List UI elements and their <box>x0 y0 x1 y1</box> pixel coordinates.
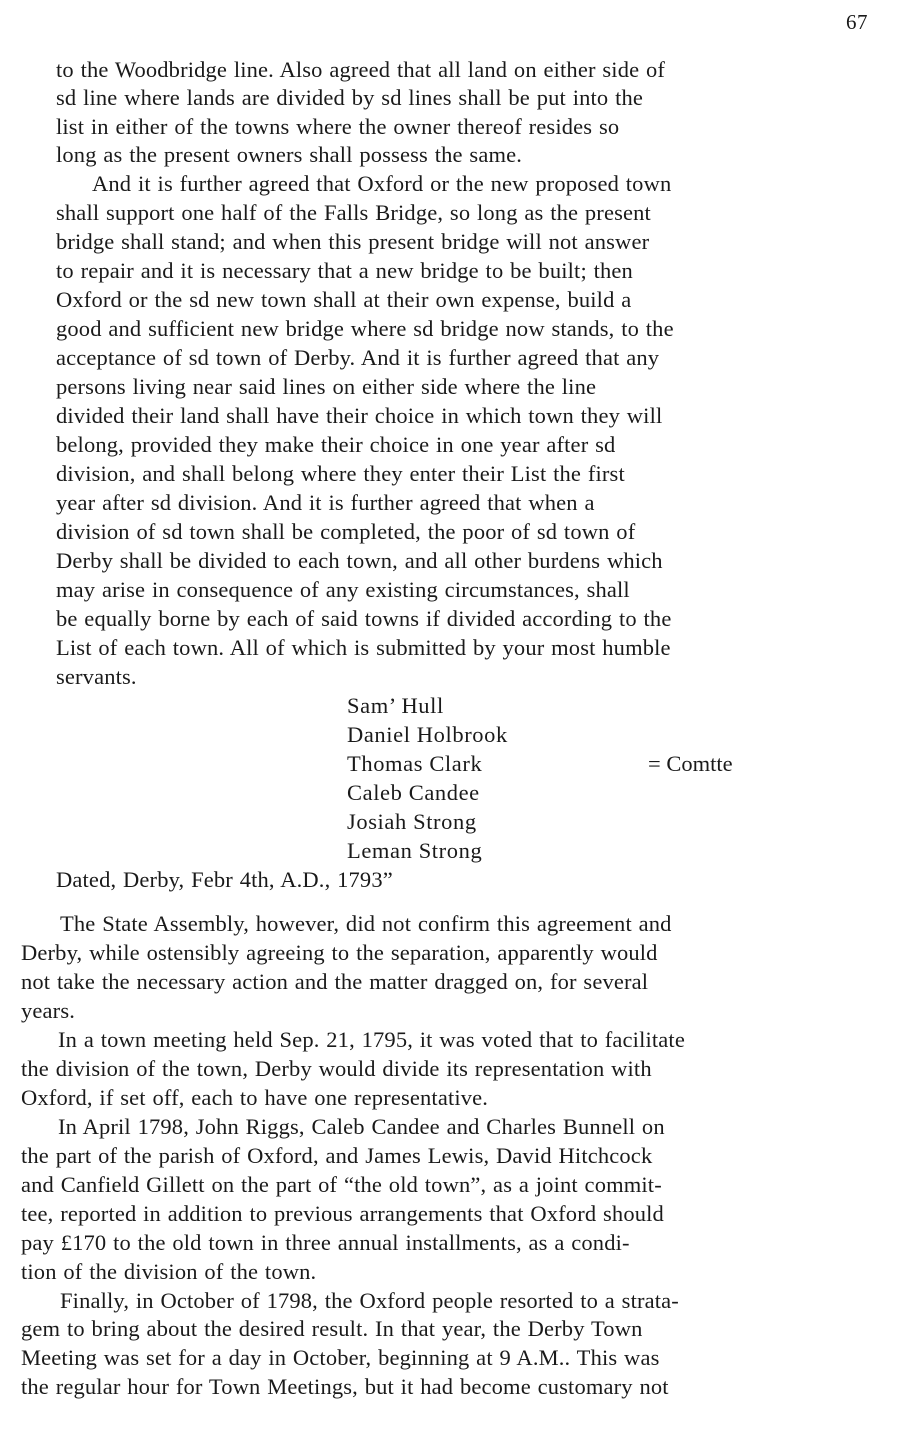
text-line: Meeting was set for a day in October, beginning at 9 A.M.. This was <box>21 1345 660 1370</box>
text-line: Derby, while ostensibly agreeing to the separation, apparently would <box>21 940 658 965</box>
text-line: may arise in consequence of any existing circumstances, shall <box>56 577 630 602</box>
text-line: be equally borne by each of said towns if divided according to the <box>56 606 672 631</box>
text-line: sd line where lands are divided by sd lines shall be put into the <box>56 85 644 110</box>
text-line: servants. <box>56 664 137 689</box>
signatory-name: Sam’ Hull <box>347 693 444 718</box>
text-line: persons living near said lines on either side where the line <box>56 374 597 399</box>
text-line: long as the present owners shall possess the same. <box>56 142 523 167</box>
committee-label: = Comtte <box>648 751 733 776</box>
signatory-name: Leman Strong <box>347 838 483 863</box>
text-line: divided their land shall have their choice in which town they will <box>56 403 663 428</box>
text-line: division of sd town shall be completed, the poor of sd town of <box>56 519 636 544</box>
signatory-name: Daniel Holbrook <box>347 722 508 747</box>
text-line: And it is further agreed that Oxford or the new proposed town <box>92 171 672 196</box>
text-line: year after sd division. And it is further agreed that when a <box>56 490 595 515</box>
text-line: not take the necessary action and the matter dragged on, for several <box>21 969 649 994</box>
text-line: Oxford or the sd new town shall at their own expense, build a <box>56 287 632 312</box>
text-line: belong, provided they make their choice in one year after sd <box>56 432 616 457</box>
text-line: the division of the town, Derby would divide its representation with <box>21 1056 652 1081</box>
text-line: to the Woodbridge line. Also agreed that all land on either side of <box>56 57 666 82</box>
text-line: gem to bring about the desired result. In that year, the Derby Town <box>21 1316 643 1341</box>
text-line: the part of the parish of Oxford, and James Lewis, David Hitchcock <box>21 1143 653 1168</box>
text-line: shall support one half of the Falls Bridge, so long as the present <box>56 200 651 225</box>
text-line: List of each town. All of which is submitted by your most humble <box>56 635 671 660</box>
text-line: to repair and it is necessary that a new bridge to be built; then <box>56 258 633 283</box>
text-line: division, and shall belong where they enter their List the first <box>56 461 625 486</box>
text-line: In a town meeting held Sep. 21, 1795, it was voted that to facilitate <box>58 1027 685 1052</box>
text-line: tee, reported in addition to previous arrangements that Oxford should <box>21 1201 664 1226</box>
page-number: 67 <box>846 10 868 34</box>
text-line: Oxford, if set off, each to have one representative. <box>21 1085 489 1110</box>
text-line: The State Assembly, however, did not confirm this agreement and <box>60 911 672 936</box>
text-line: Derby shall be divided to each town, and all other burdens which <box>56 548 663 573</box>
signatory-name: Caleb Candee <box>347 780 480 805</box>
text-line: Finally, in October of 1798, the Oxford people resorted to a strata- <box>60 1288 679 1313</box>
text-line: good and sufficient new bridge where sd bridge now stands, to the <box>56 316 674 341</box>
text-line: list in either of the towns where the owner thereof resides so <box>56 114 620 139</box>
text-line: the regular hour for Town Meetings, but it had become customary not <box>21 1374 669 1399</box>
text-line: In April 1798, John Riggs, Caleb Candee and Charles Bunnell on <box>58 1114 665 1139</box>
text-line: tion of the division of the town. <box>21 1259 317 1284</box>
signatory-name: Josiah Strong <box>347 809 477 834</box>
text-line: acceptance of sd town of Derby. And it is further agreed that any <box>56 345 660 370</box>
signatory-name: Thomas Clark <box>347 751 483 776</box>
text-line: pay £170 to the old town in three annual installments, as a condi- <box>21 1230 630 1255</box>
dated-line: Dated, Derby, Febr 4th, A.D., 1793” <box>56 867 393 892</box>
text-line: years. <box>21 998 75 1023</box>
text-line: bridge shall stand; and when this present bridge will not answer <box>56 229 650 254</box>
text-line: and Canfield Gillett on the part of “the old town”, as a joint commit- <box>21 1172 662 1197</box>
